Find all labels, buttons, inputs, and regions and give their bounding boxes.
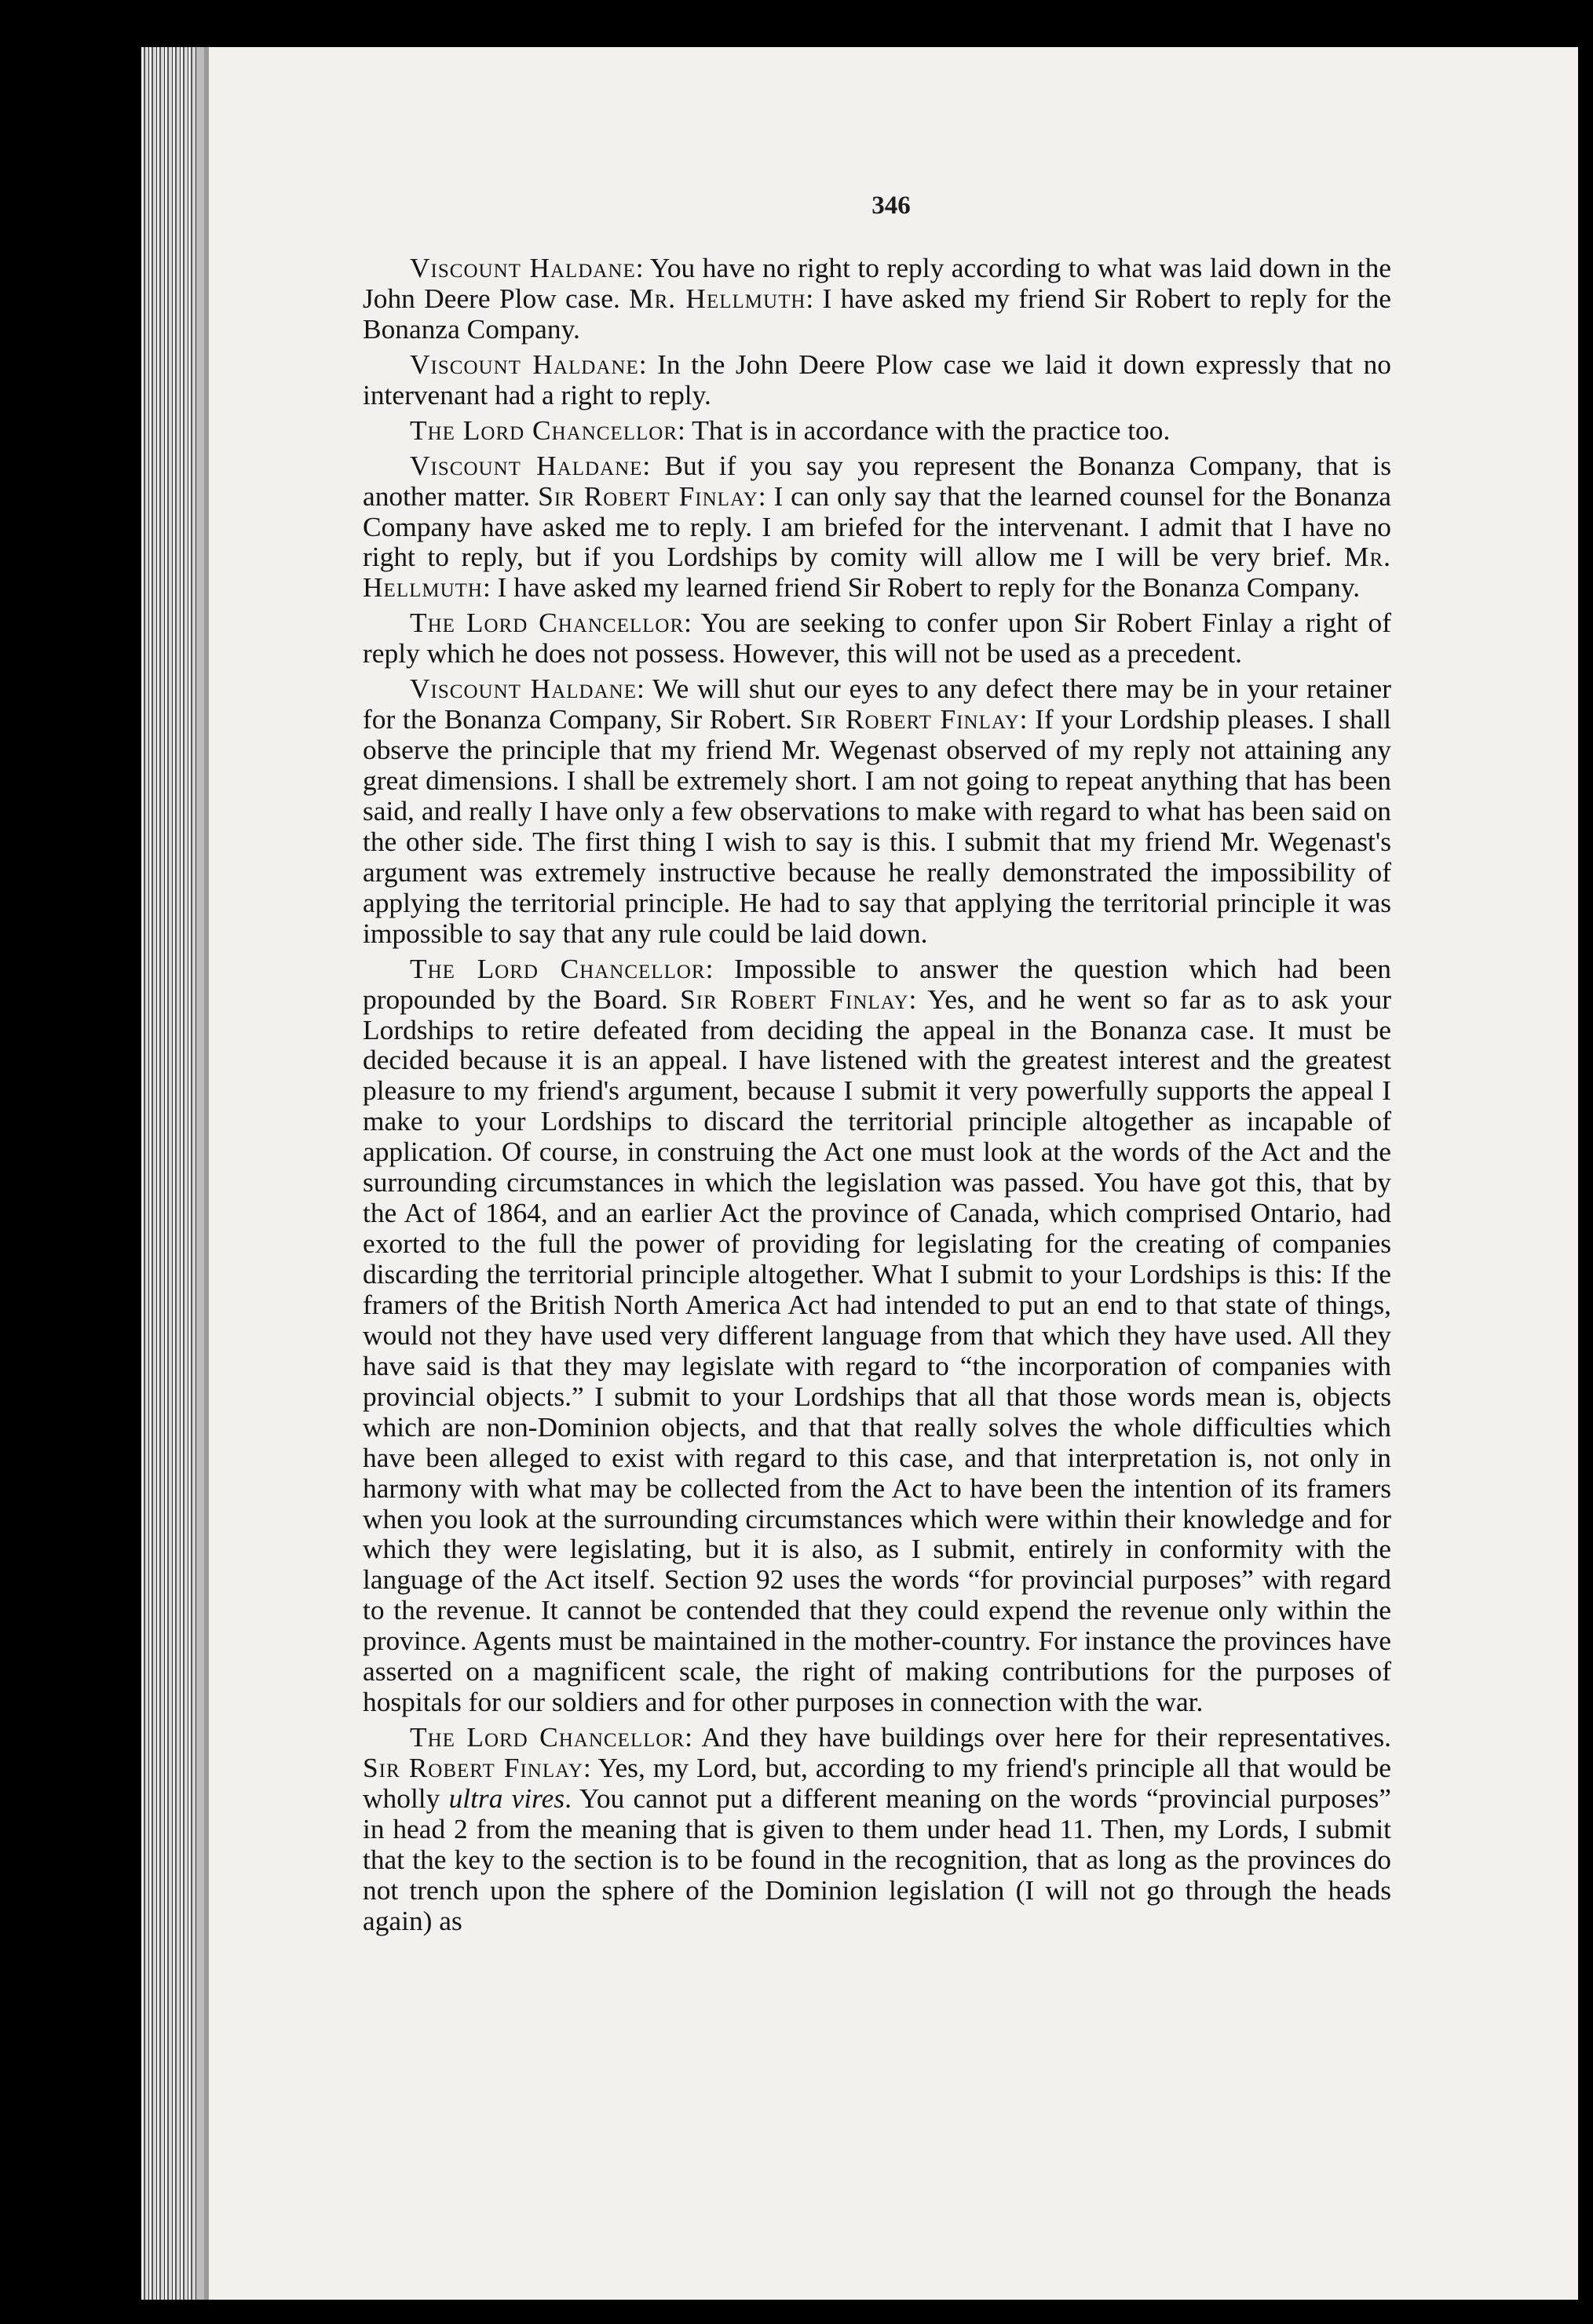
speaker-name: Viscount Haldane (410, 348, 639, 380)
book-spine-edge (141, 47, 196, 2300)
body-text (363, 253, 1391, 1941)
paragraph (363, 253, 1391, 345)
paragraph (363, 349, 1391, 410)
text-run: . You cannot put a different meaning on the words “provincial purposes” in head 2 from the meaning that is given to them under head 11. Then, my Lords, I submit that the key to the section is to be found in the recognition, that as long as the provinces do not trench upon the sphere of the Dominion legislation (I will not go through the heads again) as (363, 1782, 1391, 1936)
text-run: : And they have buildings over here for their representatives. (685, 1721, 1391, 1753)
paragraph (363, 415, 1391, 446)
text-run: : In the John Deere Plow case we laid it down expressly that no intervenant had a right to reply. (363, 348, 1391, 410)
paragraph (363, 954, 1391, 1717)
text-run: : You have no right to reply according to what was laid down in the John Deere Plow case. (363, 252, 1392, 314)
paragraph (363, 1722, 1391, 1936)
page-number: 346 (871, 192, 911, 220)
text-run: : If your Lordship pleases. I shall observe the principle that my friend Mr. Wegenast observed of my reply not attaining any great dimensions. I shall be extremely short. I am not going to repeat anything that has been said, and really I have only a few observations to make with regard to what has been said on the other side. The first thing I wish to say is this. I submit that my friend Mr. Wegenast's argument was extremely instructive because he really demonstrated the impossibility of applying the territorial principle. He had to say that applying the territorial principle it was impossible to say that any rule could be laid down. (363, 703, 1392, 949)
text-run: : I can only say that the learned counsel for the Bonanza Company have asked me to reply. I am briefed for the intervenant. I admit that I have no right to reply, but if you Lordships by comity will allow me I will be very brief. (363, 480, 1392, 573)
speaker-name: Mr. Hellmuth (629, 282, 806, 314)
text-run: : Yes, and he went so far as to ask your Lordships to retire defeated from deciding the appeal in the Bonanza case. It must be decided because it is an appeal. I have listened with the greatest interest and the greatest pleasure to my friend's argument, because I submit it very powerfully supports the appeal I make to your Lordships to discard the territorial principle altogether as incapable of application. Of course, in construing the Act one must look at the words of the Act and the surrounding circumstances in which the legislation was passed. You have got this, that by the Act of 1864, and an earlier Act the province of Canada, which comprised Ontario, had exorted to the full the power of providing for legislating for the creating of companies discarding the territorial principle altogether. What I submit to your Lordships is this: If the framers of the British North America Act had intended to put an end to that state of things, would not they have used very different language from that which they have used. All they have said is that they may legislate with regard to “the incorporation of companies with provincial objects.” I submit to your Lordships that all that those words mean is, objects which are non-Dominion objects, and that that really solves the whole difficulties which have been alleged to exist with regard to this case, and that interpretation is, not only in harmony with what may be collected from the Act to have been the intention of its framers when you look at the surrounding circumstances which were within their knowledge and for which they were legislating, but it is also, as I submit, entirely in conformity with the language of the Act itself. Section 92 uses the words “for provincial purposes” with regard to the revenue. It cannot be contended that they could expend the revenue only within the province. Agents must be maintained in the mother-country. For instance the provinces have asserted on a magnificent scale, the right of making contributions for the purposes of hospitals for our soldiers and for other purposes in connection with the war. (363, 983, 1392, 1718)
text-run: : That is in accordance with the practice too. (678, 414, 1171, 446)
text-run: : You are seeking to confer upon Sir Robert Finlay a right of reply which he does not possess. However, this will not be used as a precedent. (363, 607, 1391, 669)
speaker-name: The Lord Chancellor (410, 607, 685, 639)
speaker-name: Sir Robert Finlay (799, 703, 1020, 735)
speaker-name: Sir Robert Finlay (363, 1752, 583, 1783)
speaker-name: The Lord Chancellor (410, 1721, 685, 1753)
paragraph (363, 673, 1391, 948)
speaker-name: Sir Robert Finlay (538, 480, 758, 512)
book-page (196, 47, 1578, 2300)
paragraph (363, 451, 1391, 604)
speaker-name: Sir Robert Finlay (680, 983, 909, 1015)
text-run: : But if you say you represent the Bonanza Company, that is another matter. (363, 449, 1392, 512)
text-run: : We will shut our eyes to any defect there may be in your retainer for the Bonanza Company, Sir Robert. (363, 673, 1391, 735)
text-run: : I have asked my learned friend Sir Robert to reply for the Bonanza Company. (482, 571, 1361, 604)
speaker-name: The Lord Chancellor (410, 952, 706, 984)
text-run: : Impossible to answer the question which had been propounded by the Board. (363, 952, 1391, 1015)
speaker-name: Viscount Haldane (410, 449, 643, 481)
speaker-name: Viscount Haldane (410, 252, 636, 283)
italic-text: ultra vires (448, 1782, 565, 1814)
text-run: : I have asked my friend Sir Robert to reply for the Bonanza Company. (363, 282, 1391, 345)
speaker-name: The Lord Chancellor (410, 414, 678, 446)
text-run: : Yes, my Lord, but, according to my friend's principle all that would be wholly (363, 1752, 1391, 1814)
speaker-name: Viscount Haldane (410, 673, 637, 705)
paragraph (363, 607, 1391, 669)
speaker-name: Mr. Hellmuth (363, 541, 1391, 604)
